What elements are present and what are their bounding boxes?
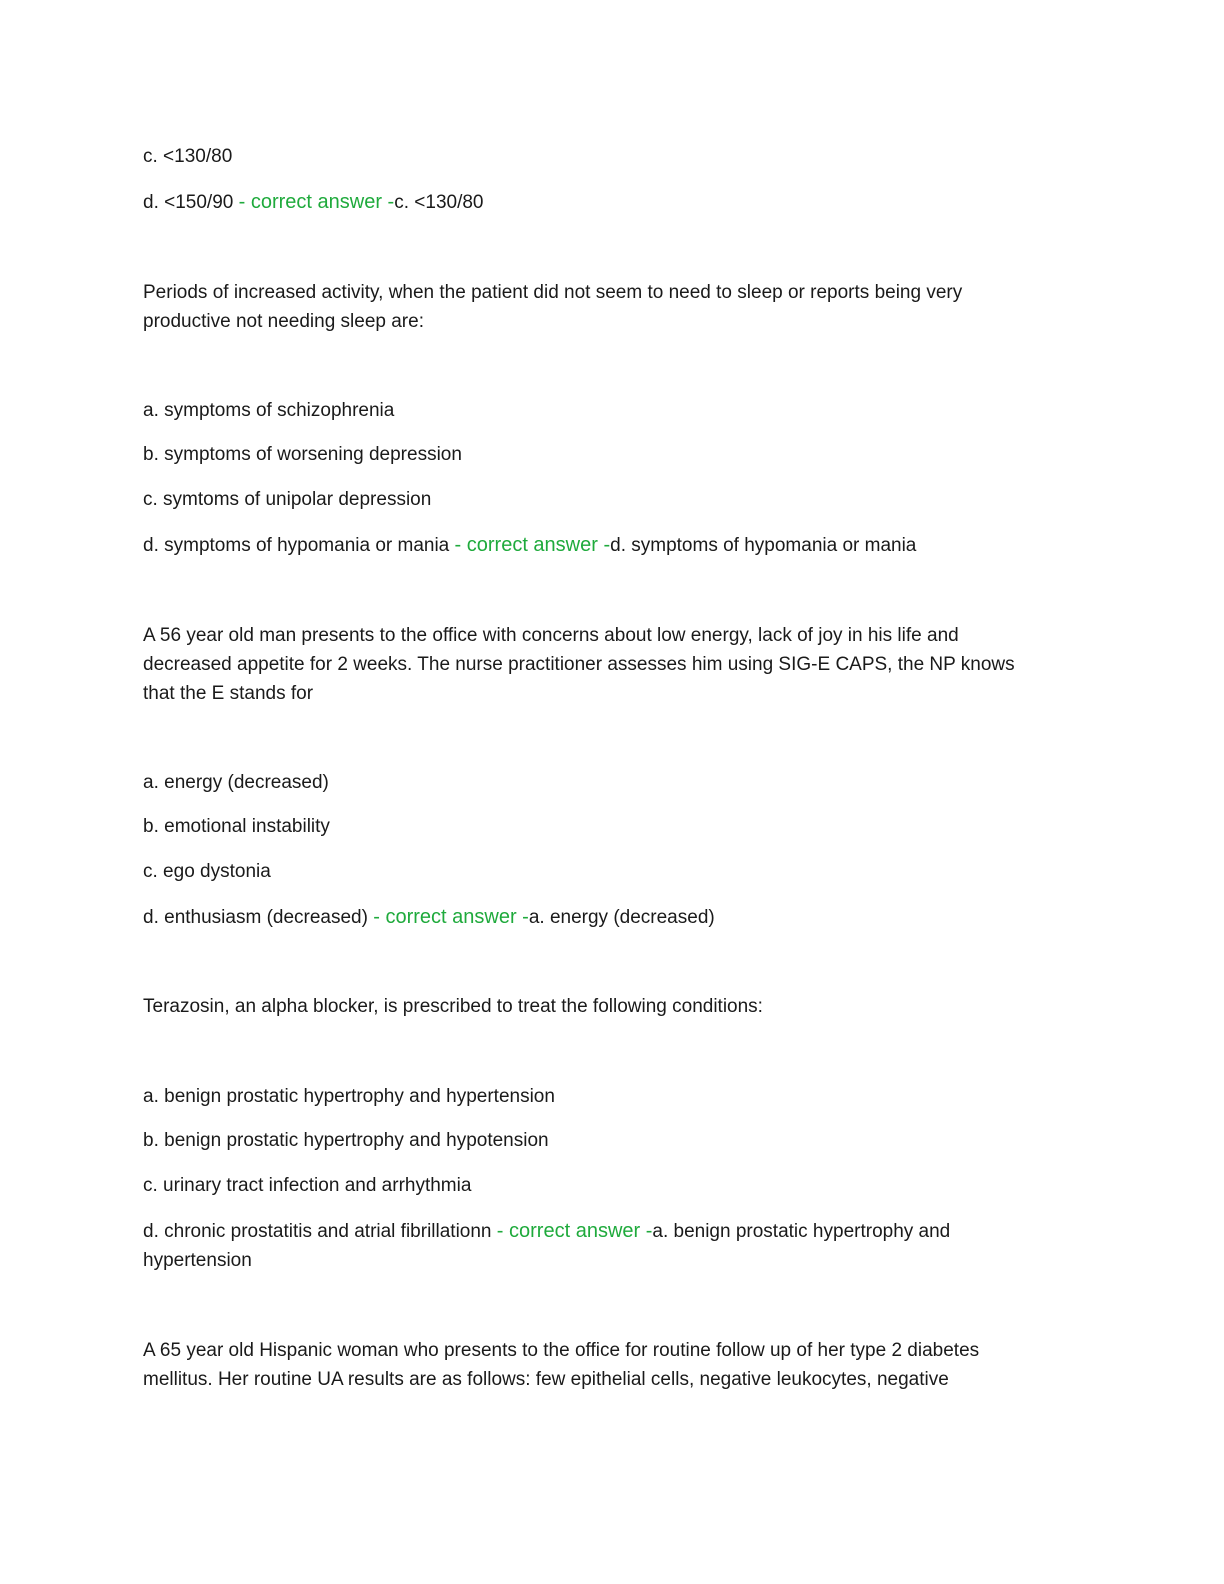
question-line: A 65 year old Hispanic woman who presents to the office for routine follow up of her type 2 diabetes xyxy=(143,1340,980,1361)
option-text: d. <150/90 xyxy=(143,192,239,213)
correct-answer-marker: - correct answer - xyxy=(454,534,611,556)
correct-answer-marker: - correct answer - xyxy=(238,191,395,213)
question-line: decreased appetite for 2 weeks. The nurse practitioner assesses him using SIG-E CAPS, the NP knows xyxy=(143,654,1015,675)
option-with-answer xyxy=(143,188,1043,217)
question-line: that the E stands for xyxy=(143,683,314,704)
option-with-answer xyxy=(143,903,1043,932)
option-text: c. symtoms of unipolar depression xyxy=(143,489,432,510)
option-text: c. ego dystonia xyxy=(143,861,271,882)
option-with-answer xyxy=(143,1217,1043,1246)
answer-text: d. symptoms of hypomania or mania xyxy=(610,535,917,556)
option-text: b. benign prostatic hypertrophy and hypotension xyxy=(143,1130,549,1151)
question-line: Terazosin, an alpha blocker, is prescribed to treat the following conditions: xyxy=(143,996,763,1017)
question-line: productive not needing sleep are: xyxy=(143,311,424,332)
question-line: A 56 year old man presents to the office with concerns about low energy, lack of joy in his life and xyxy=(143,625,959,646)
question-line: Periods of increased activity, when the patient did not seem to need to sleep or reports being very xyxy=(143,282,963,303)
option-text: d. symptoms of hypomania or mania xyxy=(143,535,455,556)
option-text: b. symptoms of worsening depression xyxy=(143,444,462,465)
question-line: mellitus. Her routine UA results are as follows: few epithelial cells, negative leukocytes, negative xyxy=(143,1369,949,1390)
answer-text: c. <130/80 xyxy=(394,192,484,213)
option-text: c. <130/80 xyxy=(143,146,233,167)
option-text: a. symptoms of schizophrenia xyxy=(143,400,395,421)
option-text: a. energy (decreased) xyxy=(143,772,329,793)
option-text: d. enthusiasm (decreased) xyxy=(143,907,374,928)
option-text: a. benign prostatic hypertrophy and hypertension xyxy=(143,1086,555,1107)
option-text: b. emotional instability xyxy=(143,816,330,837)
answer-text: a. benign prostatic hypertrophy and xyxy=(652,1221,951,1242)
option-with-answer xyxy=(143,531,1043,560)
correct-answer-marker: - correct answer - xyxy=(373,906,529,928)
answer-text: a. energy (decreased) xyxy=(528,907,715,928)
answer-continuation: hypertension xyxy=(143,1250,252,1271)
correct-answer-marker: - correct answer - xyxy=(496,1220,653,1242)
option-text: d. chronic prostatitis and atrial fibrillationn xyxy=(143,1221,497,1242)
option-text: c. urinary tract infection and arrhythmia xyxy=(143,1175,472,1196)
